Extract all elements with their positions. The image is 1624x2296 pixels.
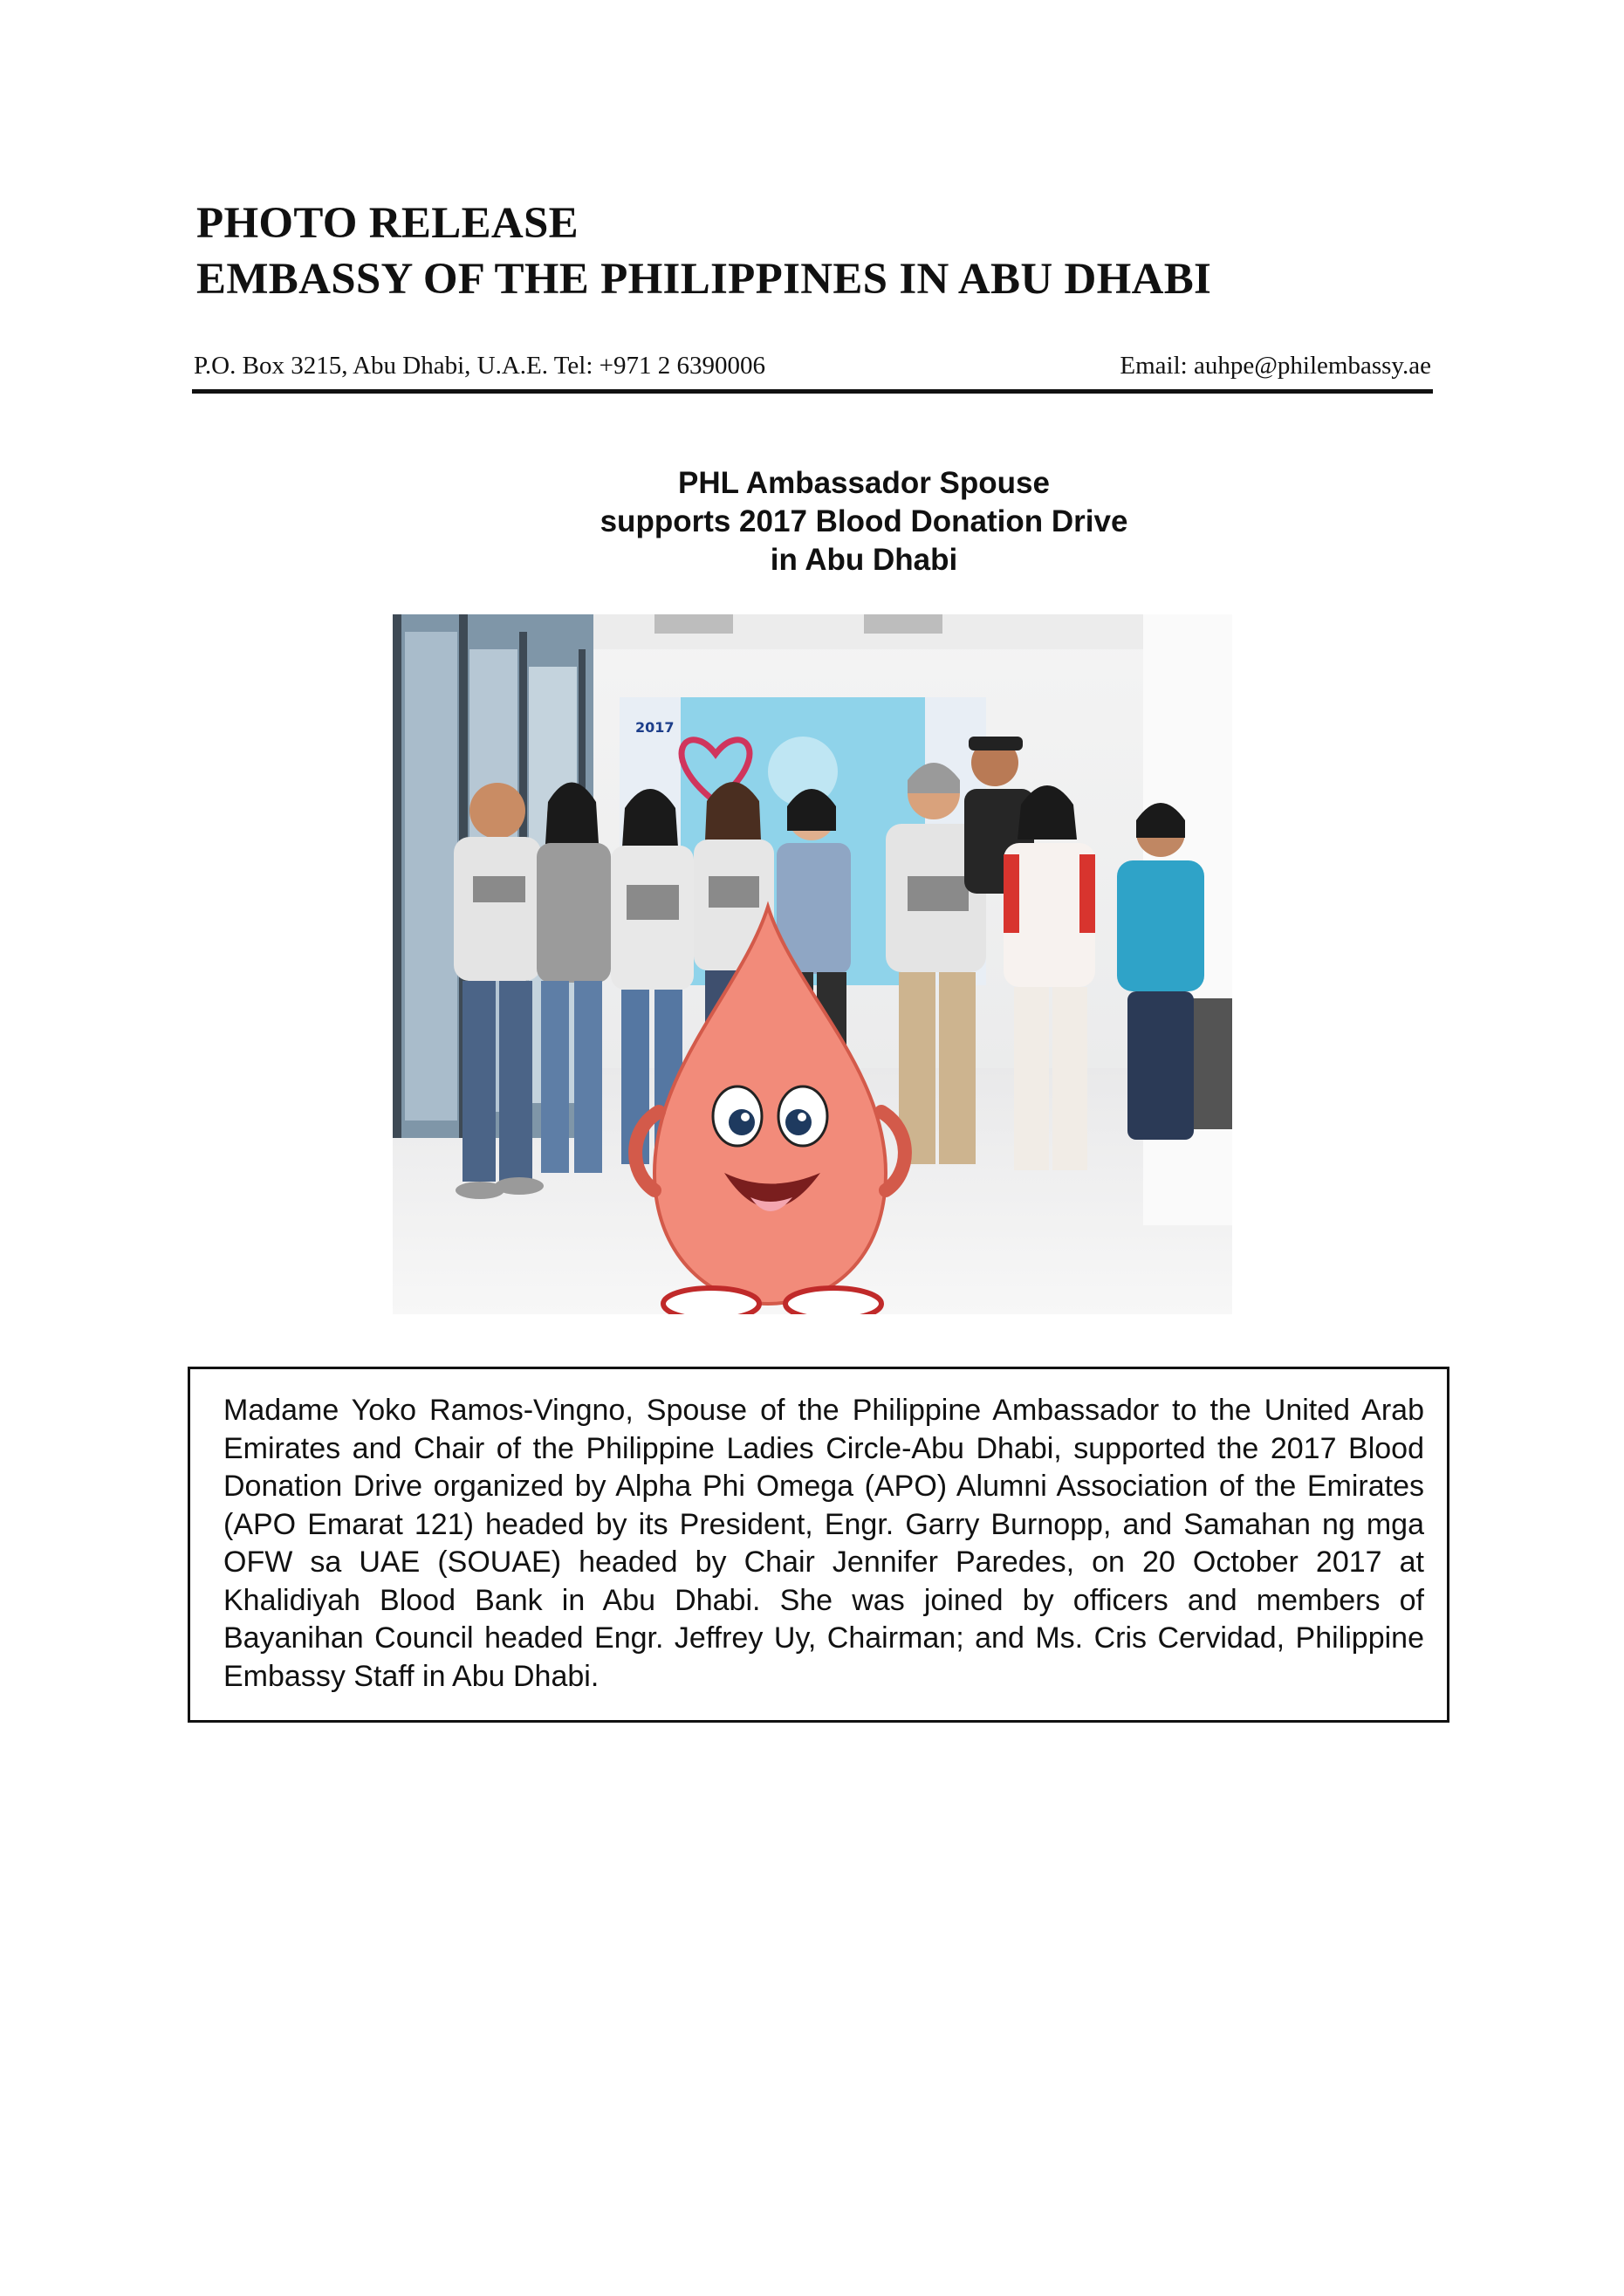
photo-caption: Madame Yoko Ramos-Vingno, Spouse of the Philippine Ambassador to the United Arab Emirates and Chair of the Philippine Ladies Circle-Abu Dhabi, supported the 2017 Blood Donation Drive organized by Alpha Phi Omega (APO) Alumni Association of the Emirates (APO Emarat 121) headed by its President, Engr. Garry Burnopp, and Samahan ng mga OFW sa UAE (SOUAE) headed by Chair Jennifer Paredes, on 20 October 2017 at Khalidiyah Blood Bank in Abu Dhabi. She was joined by officers and members of Bayanihan Council headed Engr. Jeffrey Uy, Chairman; and Ms. Cris Cervidad, Philippine Embassy Staff in Abu Dhabi. bbox=[223, 1394, 1424, 1693]
contact-email: Email: auhpe@philembassy.ae bbox=[1120, 352, 1431, 380]
header-divider bbox=[192, 389, 1433, 394]
contact-address: P.O. Box 3215, Abu Dhabi, U.A.E. Tel: +971 2 6390006 bbox=[194, 352, 766, 380]
release-title-line1: PHOTO RELEASE bbox=[196, 199, 579, 248]
photo-caption-box bbox=[188, 1367, 1449, 1723]
release-title bbox=[196, 195, 1211, 307]
headline bbox=[489, 464, 1239, 579]
banner-year: 2017 bbox=[635, 719, 675, 736]
headline-line1: PHL Ambassador Spouse bbox=[678, 466, 1050, 500]
headline-line3: in Abu Dhabi bbox=[770, 543, 958, 577]
headline-line2: supports 2017 Blood Donation Drive bbox=[600, 504, 1128, 538]
release-title-line2: EMBASSY OF THE PHILIPPINES IN ABU DHABI bbox=[196, 255, 1212, 304]
group-photo bbox=[393, 614, 1232, 1314]
